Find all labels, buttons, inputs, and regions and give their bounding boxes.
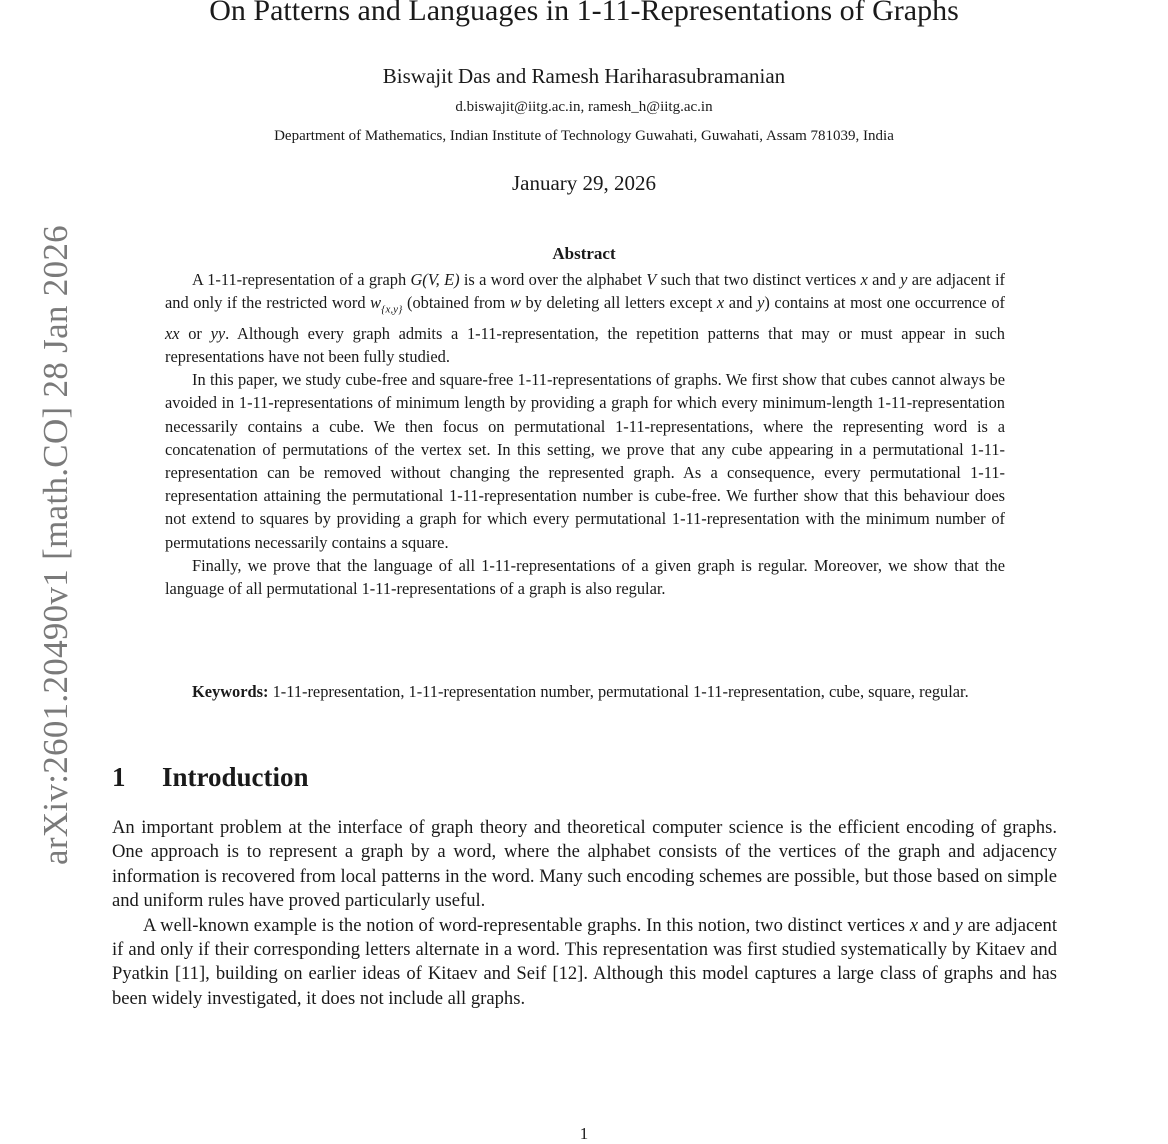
author-list: Biswajit Das and Ramesh Hariharasubramanian xyxy=(382,64,786,88)
paper-date: January 29, 2026 xyxy=(511,171,657,195)
section-title: Introduction xyxy=(162,762,309,792)
keywords-list: 1-11-representation, 1-11-representation number, permutational 1-11-representation, cube, square, regular. xyxy=(268,682,969,701)
author-emails: d.biswajit@iitg.ac.in, ramesh_h@iitg.ac.in xyxy=(455,99,713,115)
arxiv-side-stamp xyxy=(0,95,75,865)
paper-title: On Patterns and Languages in 1-11-Representations of Graphs xyxy=(209,0,959,27)
page-number: 1 xyxy=(579,1124,589,1143)
section-number: 1 xyxy=(112,762,126,792)
intro-paragraph-1: An important problem at the interface of graph theory and theoretical computer science is the efficient encoding of graphs. One approach is to represent a graph by a word, where the alphabet consists of the vertices of the graph and adjacency information is recovered from local patterns in the word. Many such encoding schemes are possible, but those based on simple and uniform rules have proved particularly useful. xyxy=(112,817,1057,912)
abstract-heading: Abstract xyxy=(552,244,616,263)
author-affiliation: Department of Mathematics, Indian Institute of Technology Guwahati, Guwahati, Assam 781039, India xyxy=(274,128,894,144)
section-heading-introduction xyxy=(112,762,309,793)
abstract-paragraph-2: In this paper, we study cube-free and square-free 1-11-representations of graphs. We first show that cubes cannot always be avoided in 1-11-representations of minimum length by providing a graph for which every minimum-length 1-11-representation necessarily contains a cube. We then focus on permutational 1-11-representations, where the representing word is a concatenation of permutations of the vertex set. In this setting, we prove that any cube appearing in a permutational 1-11-representation can be removed without changing the represented graph. As a consequence, every permutational 1-11-representation attaining the permutational 1-11-representation number is cube-free. We further show that this behaviour does not extend to squares by providing a graph for which every permutational 1-11-representation with the minimum number of permutations necessarily contains a square. xyxy=(165,370,1005,552)
abstract-paragraph-1: A 1-11-representation of a graph G(V, E) is a word over the alphabet V such that two distinct vertices x and y are adjacent if and only if the restricted word $w_{\{x,y\}}$ (obtained from w by deleting all letters except x and y) contains at most one occurrence of xx or yy. Although every graph admits a 1-11-representation, the repetition patterns that may or must appear in such representations have not been fully studied. xyxy=(165,270,1005,366)
keywords-label: Keywords: xyxy=(192,682,269,701)
arxiv-identifier[interactable]: arXiv:2601.20490v1 [math.CO] 28 Jan 2026 xyxy=(36,225,75,865)
intro-paragraph-2: A well-known example is the notion of word-representable graphs. In this notion, two distinct vertices x and y are adjacent if and only if their corresponding letters alternate in a word. This representation was first studied systematically by Kitaev and Pyatkin [11], building on earlier ideas of Kitaev and Seif [12]. Although this model captures a large class of graphs and has been widely investigated, it does not include all graphs. xyxy=(112,914,1057,1009)
introduction-body xyxy=(112,816,1057,1011)
abstract-body xyxy=(165,268,1005,600)
abstract-paragraph-3: Finally, we prove that the language of all 1-11-representations of a given graph is regular. Moreover, we show that the language of all permutational 1-11-representations of a graph is also regular. xyxy=(165,555,1005,598)
keywords xyxy=(165,680,1005,703)
